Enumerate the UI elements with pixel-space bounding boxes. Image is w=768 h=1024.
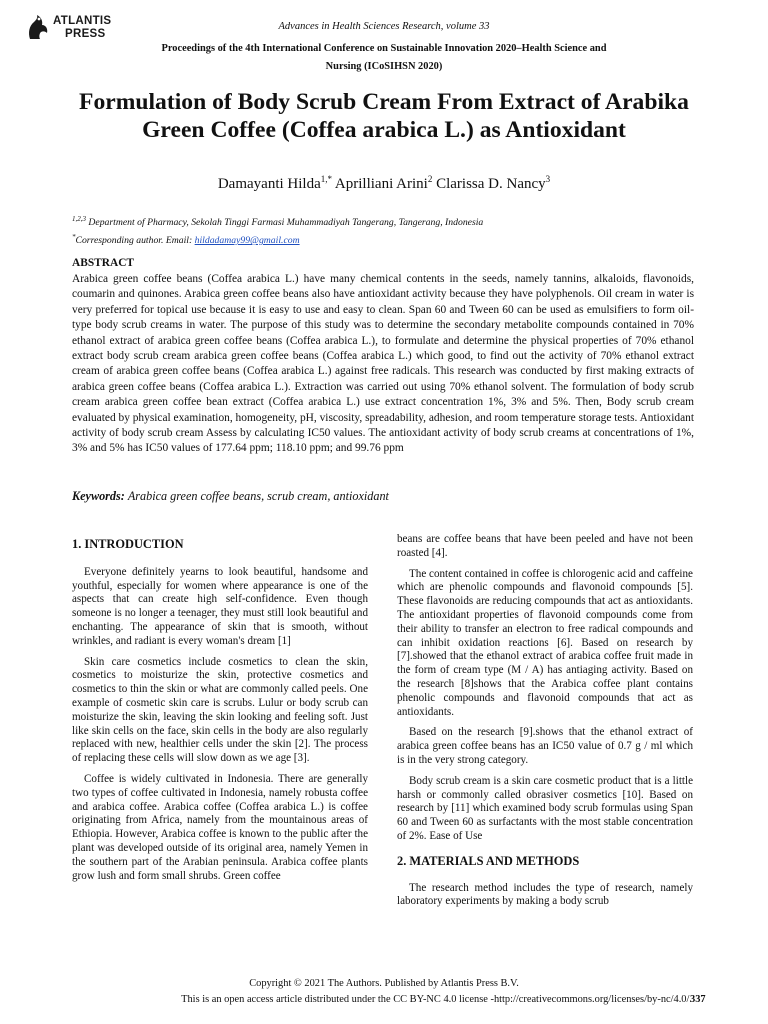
body-paragraph: Coffee is widely cultivated in Indonesia. There are generally two types of coffee cultivated in Indonesia, namely robusta coffee and arabica coffee. Arabica coffee (Coffea arabica L.) is coffee originating from Africa, namely from the mountainous areas of Ethiopia. However, Arabica coffee is known to the public after the plant was developed outside of its original area, namely Yemen in the southern part of the Arabian peninsula. Arabica coffee plants grow lush and form small shrubs. Green coffee	[72, 772, 368, 882]
abstract-heading: ABSTRACT	[72, 257, 135, 269]
corresponding-line	[72, 230, 712, 248]
keywords	[72, 489, 694, 504]
keywords-label: Keywords:	[72, 489, 125, 503]
left-column	[72, 538, 368, 890]
paper-title: Formulation of Body Scrub Cream From Extract of Arabika Green Coffee (Coffea arabica L.) as Antioxidant	[79, 89, 689, 143]
author-sup: 2	[427, 174, 433, 184]
logo-word-2: PRESS	[65, 28, 106, 40]
keywords-text: Arabica green coffee beans, scrub cream, antioxidant	[127, 489, 389, 503]
corresponding-sup: *	[72, 233, 76, 242]
corresponding-label: Corresponding author. Email:	[75, 235, 195, 247]
logo-word-1: ATLANTIS	[53, 15, 112, 27]
body-paragraph: The content contained in coffee is chlorogenic acid and caffeine which are phenolic compounds and flavonoid compounds [5]. These flavonoids are reducing compounds that act as antioxidants. The antioxidant properties of flavonoid compounds come from their ability to transfer an electron to free radical compounds and can inhibit oxidation reactions [6]. Based on research by [7].showed that the ethanol extract of arabica coffee fruit made in the form of cream type (M / A) has antiaging activity. Based on the research [8]shows that the Arabica coffee plant contains phenolic compounds and flavonoid compounds that act as antioxidants.	[397, 567, 693, 718]
author-sup: 3	[545, 174, 551, 184]
series-title: Advances in Health Sciences Research, volume 33	[278, 21, 490, 32]
body-paragraph: Based on the research [9].shows that the ethanol extract of arabica green coffee beans has an IC50 value of 0.7 g / ml which is in the very strong category.	[397, 726, 693, 766]
author-list	[0, 174, 768, 193]
author-name: Aprilliani Arini	[334, 176, 428, 192]
abstract-text: Arabica green coffee beans (Coffea arabica L.) have many chemical contents in the seeds, namely tannins, alkaloids, flavonoids, coumarin and quinones. Arabica green coffee beans also have antioxidant activity because they have polyphenols. Oil cream in water is very preferred for topical use because it is easy to use and easy to clean. Span 60 and Tween 60 can be used as emulsifiers to form oil-type body scrub creams in water. The purpose of this study was to determine the secondary metabolite compounds contained in 70% ethanol extract of arabica green coffee beans (Coffea arabica L.), to formulate and determine the physical properties of 70% ethanol extract body scrub cream arabica green coffee beans (Coffea arabica L.) which good, to find out the activity of 70% ethanol extract cream of arabica green coffee beans (Coffea arabica L.) against free radicals. This research was conducted by first making extracts of arabica green coffee beans (Coffea arabica L.). Extraction was carried out using 70% ethanol solvent. The formulation of body scrub cream arabica green coffee bean extract (Coffea arabica L.) use extract concentration 1%, 3% and 5%. Then, Body scrub cream evaluated by physical examination, homogeneity, pH, viscosity, spreadability, adhesion, and room temperature storage tests. Antioxidant activity of body scrub cream Assess by calculating IC50 values. The antioxidant activity of body scrub creams at concentrations of 1%, 3% and 5% has IC50 values of 177.64 ppm; 118.10 ppm; and 99.76 ppm	[72, 273, 694, 455]
body-paragraph: Skin care cosmetics include cosmetics to clean the skin, cosmetics to moisturize the skin, protective cosmetics and cosmetics to thin the skin or what are commonly called peels. One example of cosmetic skin care is scrubs. Lulur or body scrub can moisturize the skin, leaving the skin looking and feeling soft. Just like skin cells on the face, skin cells in the body are also regularly replaced with new, healthier cells under the skin [2]. The process of replacing these cells will slow down as we age [3].	[72, 655, 368, 765]
body-paragraph-continued: beans are coffee beans that have been peeled and have not been roasted [4].	[397, 533, 693, 559]
author-sup: 1,*	[320, 174, 332, 184]
author-name: Damayanti Hilda	[217, 176, 321, 192]
author-name: Clarissa D. Nancy	[436, 176, 546, 192]
right-column	[397, 533, 693, 916]
section-heading-materials-methods: 2. MATERIALS AND METHODS	[397, 853, 580, 868]
body-paragraph: Everyone definitely yearns to look beautiful, handsome and youthful, especially for women where appearance is one of the aspects that can create high self-confidence. Even though someone is no longer a teenager, they must still look beautiful and enchanting. The appearance of skin that is smooth, without wrinkles, and radiant is every woman's dream [1]	[72, 565, 368, 647]
body-paragraph: The research method includes the type of research, namely laboratory experiments by making a body scrub	[397, 881, 693, 908]
proceedings-title: Proceedings of the 4th International Conference on Sustainable Innovation 2020–Health Science and Nursing (ICoSIHSN 2020)	[161, 43, 607, 72]
email-link[interactable]: hildadamay99@gmail.com	[194, 235, 300, 247]
body-paragraph: Body scrub cream is a skin care cosmetic product that is a little harsh or commonly called obrasiver cosmetics [10]. Based on research by [11] which examined body scrub formulas using Span 60 and Tween 60 as surfactants with the most stable concentration of 2%. Ease of Use	[397, 774, 693, 842]
affiliations	[72, 212, 712, 248]
license-line: This is an open access article distributed under the CC BY-NC 4.0 license -http://creativecommons.org/licenses/by-nc/4.0/.	[181, 994, 692, 1005]
affiliation-text: Department of Pharmacy, Sekolah Tinggi Farmasi Muhammadiyah Tangerang, Tangerang, Indonesia	[88, 217, 484, 229]
copyright-line: Copyright © 2021 The Authors. Published by Atlantis Press B.V.	[249, 978, 519, 989]
page-number: 337	[690, 994, 706, 1005]
section-heading-introduction: 1. INTRODUCTION	[72, 537, 184, 551]
affiliation-sup: 1,2,3	[72, 215, 86, 223]
affiliation-line	[72, 212, 712, 230]
